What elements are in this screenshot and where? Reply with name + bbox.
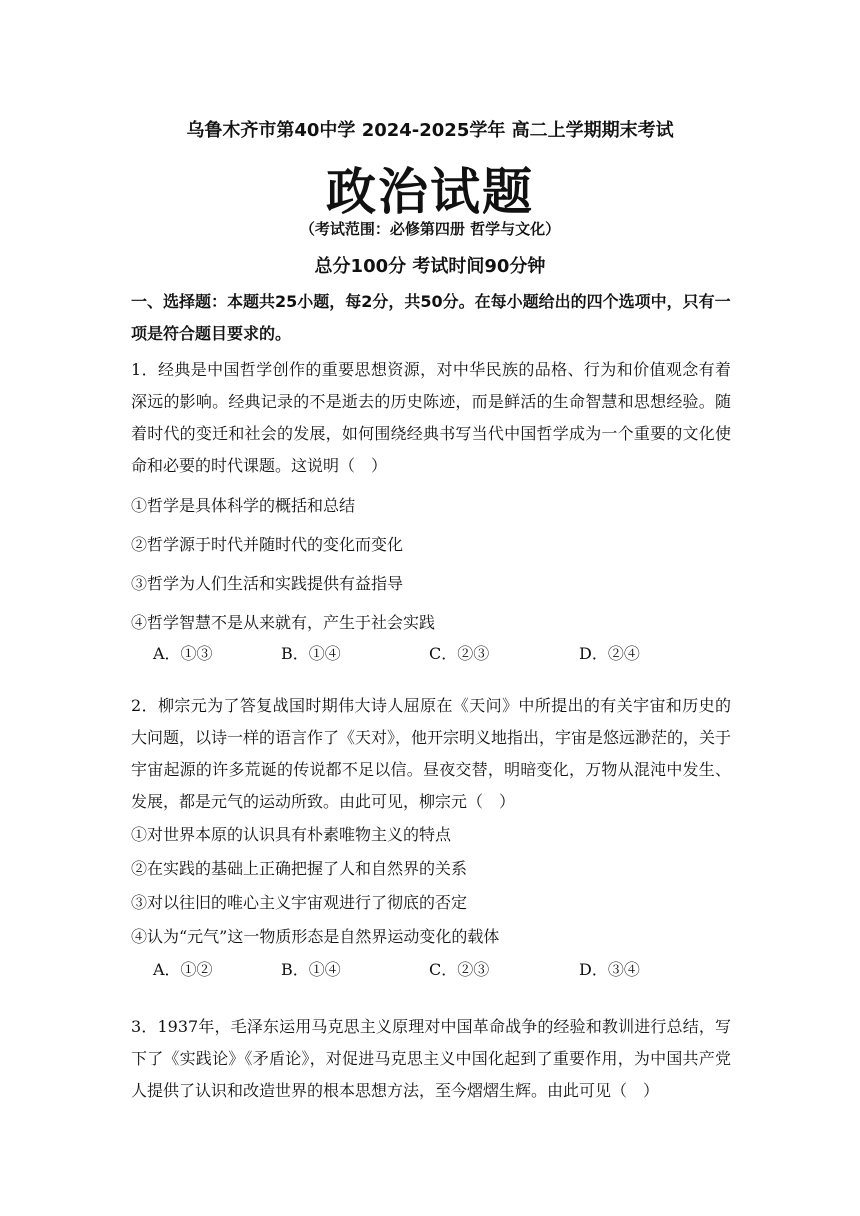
- score-and-time: 总分100分 考试时间90分钟: [314, 256, 546, 277]
- question-stem: 1．经典是中国哲学创作的重要思想资源，对中华民族的品格、行为和价值观念有着深远的影响。经典记录的不是逝去的历史陈迹，而是鲜活的生命智慧和思想经验。随着时代的变迁和社会的发展，如何围绕经典书写当代中国哲学成为一个重要的文化使命和必要的时代课题。这说明（ ）: [131, 360, 731, 475]
- choice-c: C．②③: [429, 960, 490, 979]
- question-stem: 2．柳宗元为了答复战国时期伟大诗人屈原在《天问》中所提出的有关宇宙和历史的大问题，以诗一样的语言作了《天对》，他开宗明义地指出，宇宙是悠远渺茫的，关于宇宙起源的许多荒诞的传说都不足以信。昼夜交替，明暗变化，万物从混沌中发生、发展，都是元气的运动所致。由此可见，柳宗元（ ）: [131, 696, 732, 811]
- statement-option: ①对世界本原的认识具有朴素唯物主义的特点: [131, 825, 452, 844]
- choice-d: D．③④: [579, 960, 640, 979]
- choice-b: B．①④: [281, 644, 341, 663]
- school-exam-title: 乌鲁木齐市第40中学 2024-2025学年 高二上学期期末考试: [186, 120, 674, 141]
- subject-title: 政治试题: [326, 163, 534, 221]
- statement-option: ④哲学智慧不是从来就有，产生于社会实践: [131, 613, 436, 632]
- choice-d: D．②④: [579, 644, 640, 663]
- question-2: [131, 690, 731, 986]
- choice-a: A．①③: [153, 644, 213, 663]
- statement-option: ②哲学源于时代并随时代的变化而变化: [131, 535, 404, 554]
- answer-choices: [131, 954, 731, 986]
- question-3: [131, 1011, 731, 1107]
- question-stem: 3．1937年，毛泽东运用马克思主义原理对中国革命战争的经验和教训进行总结，写下了《实践论》《矛盾论》，对促进马克思主义中国化起到了重要作用，为中国共产党人提供了认识和改造世界的根本思想方法，至今熠熠生辉。由此可见（ ）: [131, 1017, 731, 1100]
- statement-option: ③哲学为人们生活和实践提供有益指导: [131, 574, 404, 593]
- statement-option: ③对以往旧的唯心主义宇宙观进行了彻底的否定: [131, 893, 468, 912]
- choice-b: B．①④: [281, 960, 341, 979]
- exam-scope: （考试范围：必修第四册 哲学与文化）: [299, 220, 561, 238]
- statement-option: ①哲学是具体科学的概括和总结: [131, 496, 356, 515]
- statement-option: ②在实践的基础上正确把握了人和自然界的关系: [131, 859, 468, 878]
- section-heading: 一、选择题：本题共25小题，每2分，共50分。在每小题给出的四个选项中，只有一项是符合题目要求的。: [131, 292, 731, 343]
- question-1: [131, 354, 731, 670]
- choice-c: C．②③: [429, 644, 490, 663]
- answer-choices: [131, 638, 731, 670]
- choice-a: A．①②: [153, 960, 213, 979]
- statement-option: ④认为“元气”这一物质形态是自然界运动变化的载体: [131, 927, 500, 946]
